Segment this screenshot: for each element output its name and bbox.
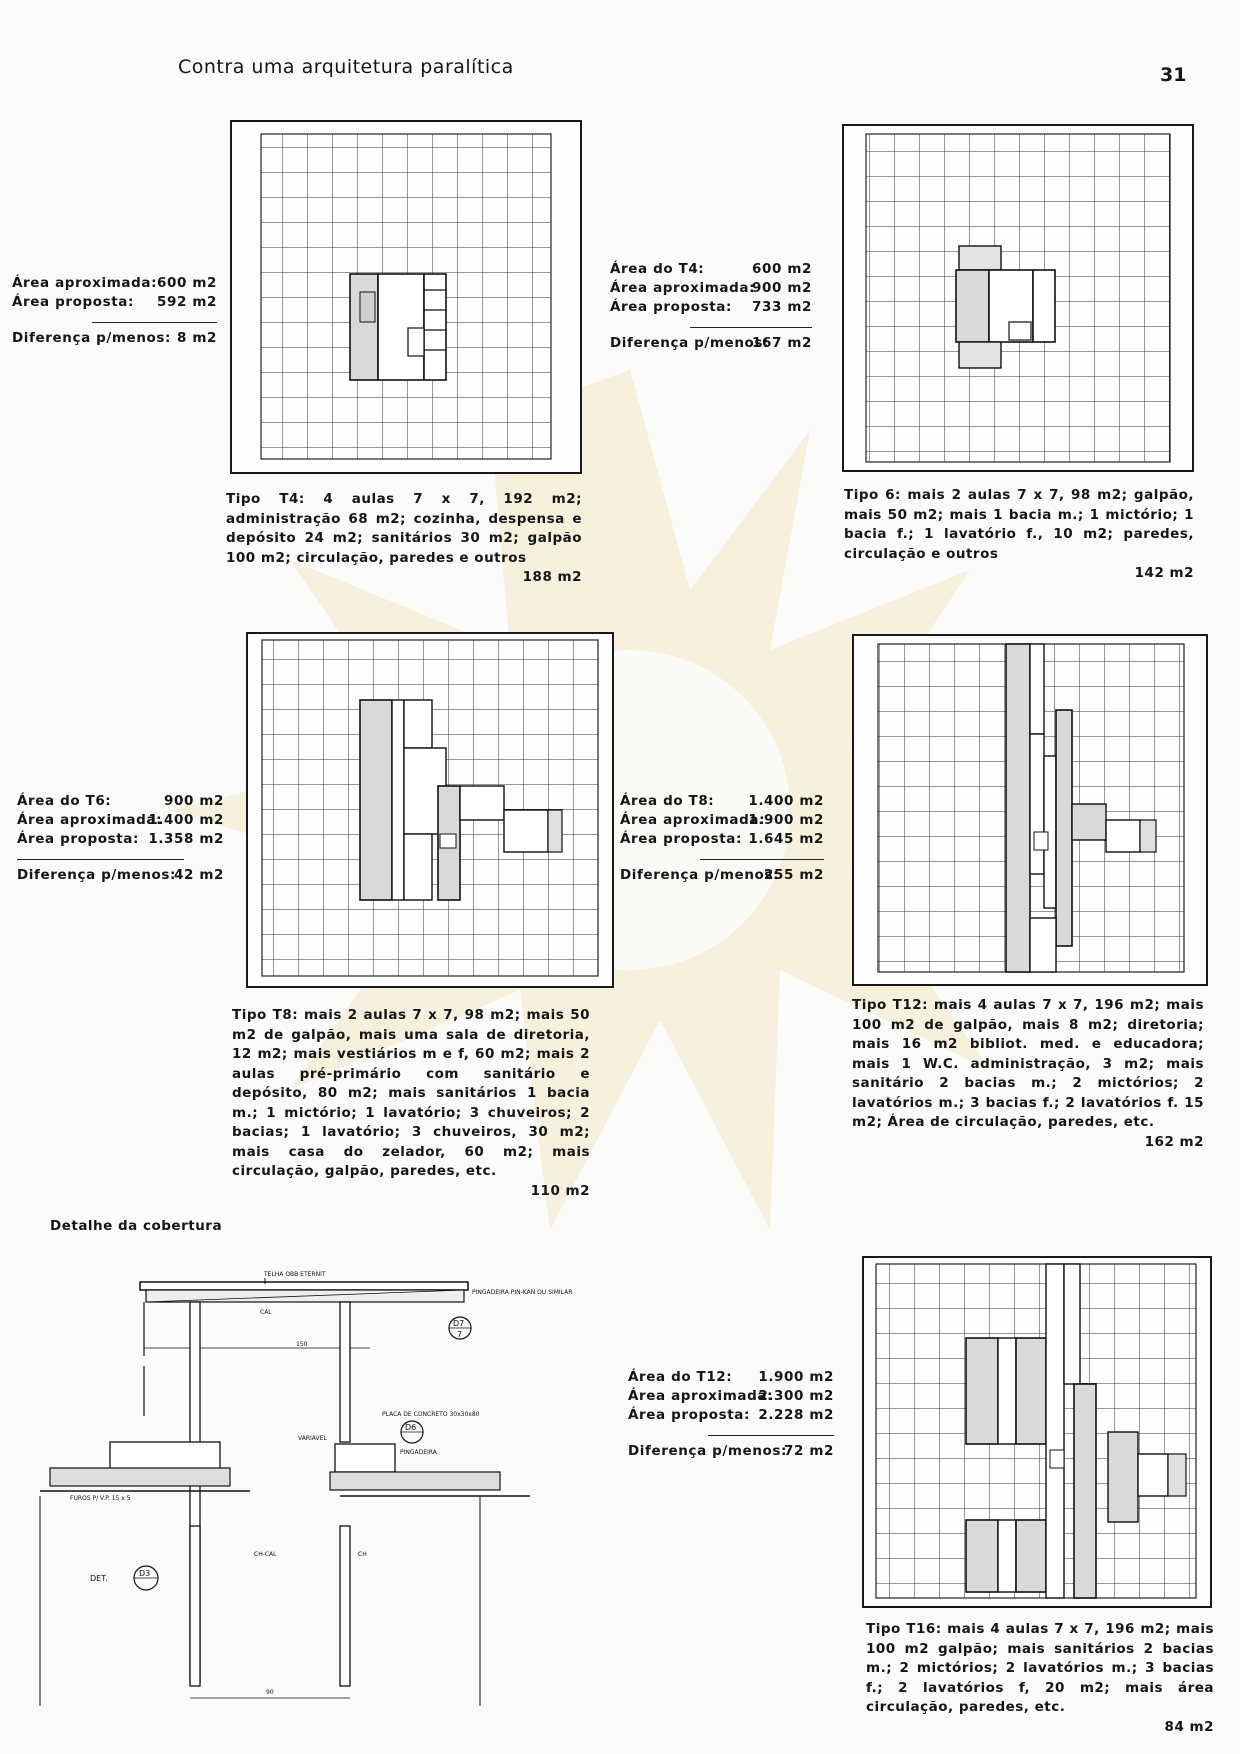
divider bbox=[690, 327, 812, 328]
floor-plan-t4 bbox=[230, 120, 582, 474]
stats-t16 bbox=[628, 1368, 834, 1461]
caption-area: 142 m2 bbox=[1134, 565, 1194, 581]
label-chcal: CH-CAL bbox=[254, 1551, 277, 1558]
stat-row bbox=[610, 298, 812, 317]
difference-label: Diferença p/menos: bbox=[628, 1443, 788, 1459]
difference-label: Diferença p/menos: bbox=[12, 330, 172, 346]
floor-plan-t12 bbox=[852, 634, 1208, 986]
stat-row bbox=[628, 1406, 834, 1425]
stat-label: Área proposta: bbox=[628, 1407, 751, 1423]
stat-label: Área proposta: bbox=[12, 294, 135, 310]
floor-plan-t6 bbox=[842, 124, 1194, 472]
stat-row bbox=[620, 830, 824, 849]
stat-label: Área aproximada: bbox=[17, 812, 163, 828]
divider bbox=[700, 859, 824, 860]
stat-row bbox=[620, 811, 824, 830]
label-det: DET. bbox=[90, 1574, 108, 1583]
label-ch: CH bbox=[358, 1551, 367, 1558]
difference-row bbox=[12, 329, 217, 348]
stat-value: 600 m2 bbox=[752, 261, 812, 277]
difference-label: Diferença p/menos: bbox=[620, 867, 780, 883]
page-title: Contra uma arquitetura paralítica bbox=[178, 56, 514, 78]
caption-area: 84 m2 bbox=[1164, 1718, 1214, 1735]
stat-row bbox=[12, 274, 217, 293]
caption-area: 162 m2 bbox=[1144, 1133, 1204, 1150]
stat-label: Área aproximada: bbox=[620, 812, 766, 828]
stat-value: 600 m2 bbox=[157, 275, 217, 291]
caption-text: Tipo T16: mais 4 aulas 7 x 7, 196 m2; mais 100 m2 galpão; mais sanitários 2 bacias m.; 2 mictórios; 2 lavatórios m.; 3 bacias f.; 2 lavatórios f, 20 m2; mais área circulação, paredes, etc. bbox=[866, 1621, 1214, 1715]
difference-value: 8 m2 bbox=[177, 330, 217, 346]
roof-detail-drawing bbox=[40, 1236, 573, 1716]
stat-value: 592 m2 bbox=[157, 294, 217, 310]
stat-value: 900 m2 bbox=[164, 793, 224, 809]
label-roof: TELHA OBB ETERNIT bbox=[264, 1271, 326, 1278]
ref-sheet: 7 bbox=[457, 1330, 463, 1339]
stat-label: Área aproximada: bbox=[610, 280, 756, 296]
difference-row bbox=[628, 1442, 834, 1461]
stat-row bbox=[628, 1387, 834, 1406]
difference-row bbox=[17, 866, 224, 885]
label-fascia: PINGADEIRA PIN-KAN OU SIMILAR bbox=[472, 1289, 573, 1296]
difference-value: 167 m2 bbox=[752, 335, 812, 351]
stat-label: Área proposta: bbox=[620, 831, 743, 847]
caption-area: 188 m2 bbox=[522, 569, 582, 585]
ref-d7: D7 bbox=[453, 1319, 465, 1328]
stats-t4 bbox=[12, 274, 217, 348]
stat-label: Área proposta: bbox=[17, 831, 140, 847]
stat-row bbox=[628, 1368, 834, 1387]
label-slab: PLACA DE CONCRETO 30x30x80 bbox=[382, 1411, 480, 1418]
stat-value: 1.400 m2 bbox=[148, 812, 224, 828]
caption-text: Tipo 6: mais 2 aulas 7 x 7, 98 m2; galpão, mais 50 m2; mais 1 bacia m.; 1 mictório; 1 bacia f.; 1 lavatório f., 10 m2; paredes, circulação e outros bbox=[844, 487, 1194, 562]
divider bbox=[708, 1435, 834, 1436]
stat-value: 1.358 m2 bbox=[148, 831, 224, 847]
detail-title: Detalhe da cobertura bbox=[50, 1218, 223, 1234]
caption-text: Tipo T8: mais 2 aulas 7 x 7, 98 m2; mais 50 m2 de galpão, mais uma sala de diretoria, 12 m2; mais vestiários m e f, 60 m2; mais 2 aulas pré-primário com sanitário e depósito, 80 m2; mais sanitários 1 bacia m.; 1 mictório; 1 lavatório; 3 chuveiros; 2 bacias; 1 lavatório; 3 chuveiros, 30 m2; mais casa do zelador, 60 m2; mais circulação, galpão, paredes, etc. bbox=[232, 1007, 590, 1179]
stat-value: 1.400 m2 bbox=[748, 793, 824, 809]
caption-t16 bbox=[866, 1620, 1214, 1737]
label-furos: FUROS P/ V.P. 15 x 5 bbox=[70, 1495, 131, 1502]
stat-row bbox=[610, 260, 812, 279]
stat-value: 900 m2 bbox=[752, 280, 812, 296]
stat-row bbox=[610, 279, 812, 298]
ref-d6: D6 bbox=[405, 1423, 417, 1432]
stat-row bbox=[12, 293, 217, 312]
divider bbox=[17, 859, 184, 860]
stat-label: Área aproximada: bbox=[12, 275, 158, 291]
stat-label: Área do T4: bbox=[610, 261, 705, 277]
stat-row bbox=[17, 792, 224, 811]
page-number: 31 bbox=[1160, 64, 1187, 86]
difference-label: Diferença p/menos: bbox=[610, 335, 770, 351]
stat-label: Área proposta: bbox=[610, 299, 733, 315]
stats-t6 bbox=[610, 260, 812, 353]
difference-value: 42 m2 bbox=[174, 867, 224, 883]
caption-t12 bbox=[852, 996, 1204, 1152]
label-dim-90: 90 bbox=[266, 1689, 274, 1696]
caption-area: 110 m2 bbox=[530, 1182, 590, 1199]
stat-value: 1.900 m2 bbox=[748, 812, 824, 828]
stat-row bbox=[620, 792, 824, 811]
stat-label: Área do T8: bbox=[620, 793, 715, 809]
stat-row bbox=[17, 811, 224, 830]
label-dim-150: 150 bbox=[296, 1341, 308, 1348]
stat-label: Área aproximada: bbox=[628, 1388, 774, 1404]
difference-label: Diferença p/menos: bbox=[17, 867, 177, 883]
stat-value: 2.300 m2 bbox=[758, 1388, 834, 1404]
caption-text: Tipo T12: mais 4 aulas 7 x 7, 196 m2; mais 100 m2 de galpão, mais 8 m2; diretoria; mais 16 m2 bibliot. med. e educadora; mais 1 W.C. administração, 3 m2; mais sanitário 2 bacias m.; 2 mictórios; 2 lavatórios m.; 3 bacias f.; 2 lavatórios f. 15 m2; Área de circulação, paredes, etc. bbox=[852, 997, 1204, 1130]
stat-row bbox=[17, 830, 224, 849]
stat-value: 2.228 m2 bbox=[758, 1407, 834, 1423]
divider bbox=[92, 322, 217, 323]
caption-text: Tipo T4: 4 aulas 7 x 7, 192 m2; administração 68 m2; cozinha, despensa e depósito 24 m2; sanitários 30 m2; galpão 100 m2; circulação, paredes e outros bbox=[226, 491, 582, 566]
label-variavel: VARIAVEL bbox=[298, 1435, 327, 1442]
caption-t6 bbox=[844, 486, 1194, 584]
caption-t8 bbox=[232, 1006, 590, 1201]
stats-t12 bbox=[620, 792, 824, 885]
difference-row bbox=[610, 334, 812, 353]
stat-label: Área do T12: bbox=[628, 1369, 733, 1385]
stat-value: 1.645 m2 bbox=[748, 831, 824, 847]
caption-t4 bbox=[226, 490, 582, 588]
label-drip: PINGADEIRA bbox=[400, 1449, 437, 1456]
stats-t8 bbox=[17, 792, 224, 885]
difference-value: 72 m2 bbox=[784, 1443, 834, 1459]
floor-plan-t8 bbox=[246, 632, 614, 988]
difference-row bbox=[620, 866, 824, 885]
floor-plan-t16 bbox=[862, 1256, 1212, 1608]
ref-d3: D3 bbox=[139, 1569, 151, 1578]
label-cal: CAL bbox=[260, 1309, 272, 1316]
stat-value: 733 m2 bbox=[752, 299, 812, 315]
stat-value: 1.900 m2 bbox=[758, 1369, 834, 1385]
stat-label: Área do T6: bbox=[17, 793, 112, 809]
difference-value: 255 m2 bbox=[764, 867, 824, 883]
